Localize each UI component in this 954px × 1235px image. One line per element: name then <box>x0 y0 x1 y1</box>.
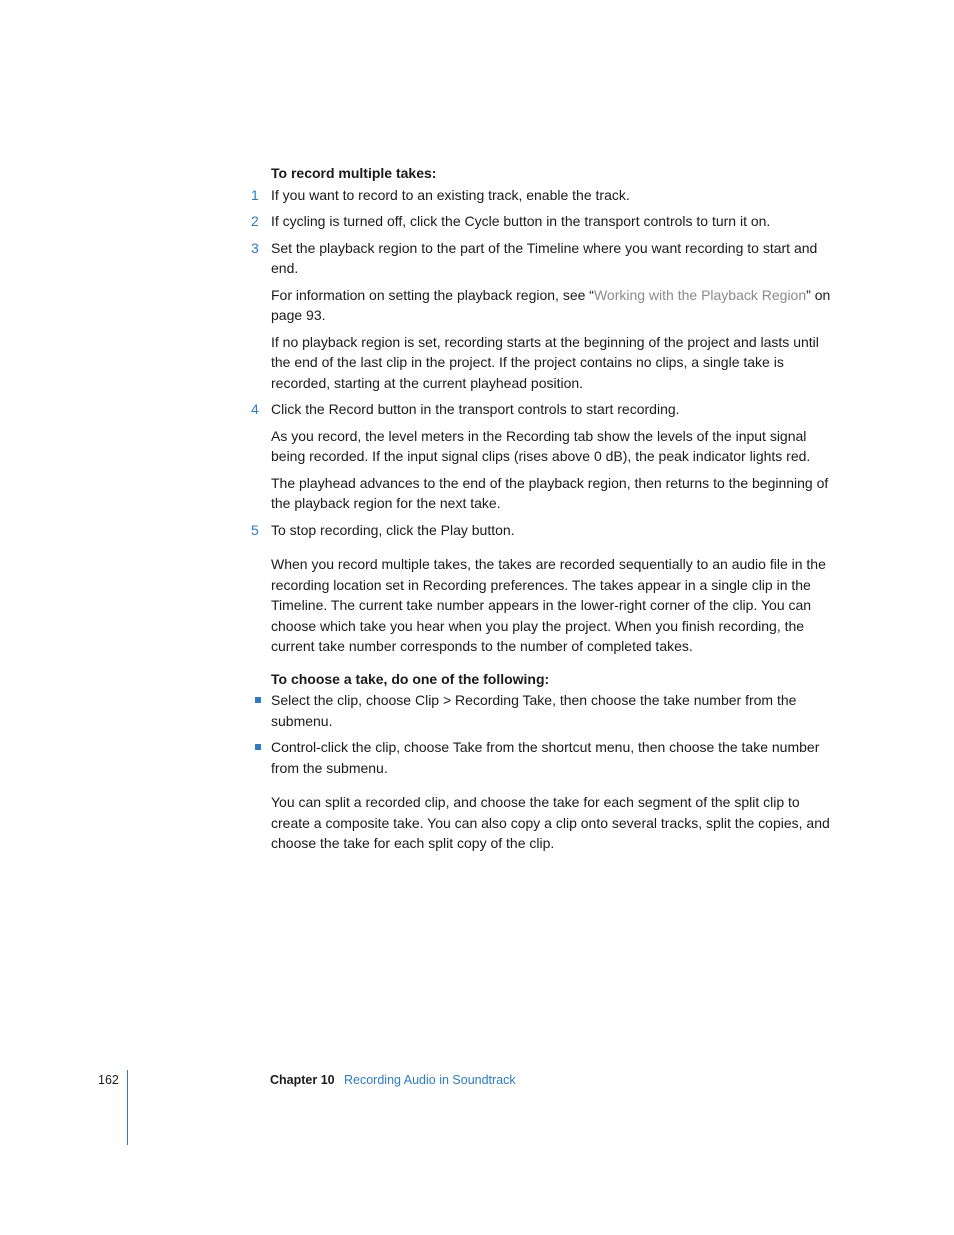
info-text-before: For information on setting the playback region, see “ <box>271 286 594 303</box>
step-3 <box>251 238 831 279</box>
step-2 <box>251 211 831 232</box>
step-3-note: If no playback region is set, recording starts at the beginning of the project and lasts until the end of the last clip in the project. If the project contains no clips, a single take is recorded, starting at the current playhead position. <box>271 333 819 391</box>
chapter-label: Chapter 10 <box>270 1073 335 1087</box>
step-text: Set the playback region to the part of the Timeline where you want recording to start and end. <box>271 239 818 276</box>
bullet-square-icon <box>255 697 261 703</box>
step-text: If cycling is turned off, click the Cycle button in the transport controls to turn it on. <box>271 213 771 229</box>
page-number: 162 <box>98 1073 119 1087</box>
chapter-title-link[interactable]: Recording Audio in Soundtrack <box>344 1073 516 1087</box>
step-1 <box>251 185 831 206</box>
step-text: If you want to record to an existing track, enable the track. <box>271 186 630 203</box>
step-5 <box>251 520 831 541</box>
bullet-text: Control-click the clip, choose Take from the shortcut menu, then choose the take number from the submenu. <box>271 739 820 776</box>
step-number: 1 <box>251 186 259 203</box>
step-text: Click the Record button in the transport controls to start recording. <box>271 401 680 417</box>
footer-divider <box>127 1070 128 1145</box>
step-4-note-1: As you record, the level meters in the Recording tab show the levels of the input signal being recorded. If the input signal clips (rises above 0 dB), the peak indicator lights red. <box>271 427 811 464</box>
step-4-note-2: The playhead advances to the end of the playback region, then returns to the beginning of the playback region for the next take. <box>271 474 829 511</box>
step-3-info <box>271 285 831 326</box>
body-paragraph-1: When you record multiple takes, the takes are recorded sequentially to an audio file in the recording location set in Recording preferences. The takes appear in a single clip in the Timeline. The current take number appears in the lower-right corner of the clip. You can choose which take you hear when you play the project. When you finish recording, the current take number corresponds to the number of completed takes. <box>271 556 826 654</box>
bullet-item-2 <box>271 737 831 778</box>
body-paragraph-2: You can split a recorded clip, and choose the take for each segment of the split clip to create a composite take. You can also copy a clip onto several tracks, split the copies, and choose the take for each split copy of the clip. <box>271 794 830 851</box>
step-number: 5 <box>251 521 259 538</box>
bullet-square-icon <box>255 744 261 750</box>
step-4 <box>251 399 831 420</box>
step-number: 2 <box>251 213 259 229</box>
section-heading-choose-take: To choose a take, do one of the following: <box>271 670 550 687</box>
step-text: To stop recording, click the Play button. <box>271 521 515 538</box>
section-heading-record-takes: To record multiple takes: <box>271 165 437 181</box>
cross-reference-link[interactable]: Working with the Playback Region <box>593 286 807 303</box>
step-number: 4 <box>251 401 259 417</box>
bullet-text: Select the clip, choose Clip > Recording Take, then choose the take number from the submenu. <box>271 692 797 729</box>
info-text-after: ” on page 93. <box>271 286 831 323</box>
main-content <box>251 163 831 860</box>
bullet-item-1 <box>271 690 831 731</box>
step-number: 3 <box>251 239 259 256</box>
